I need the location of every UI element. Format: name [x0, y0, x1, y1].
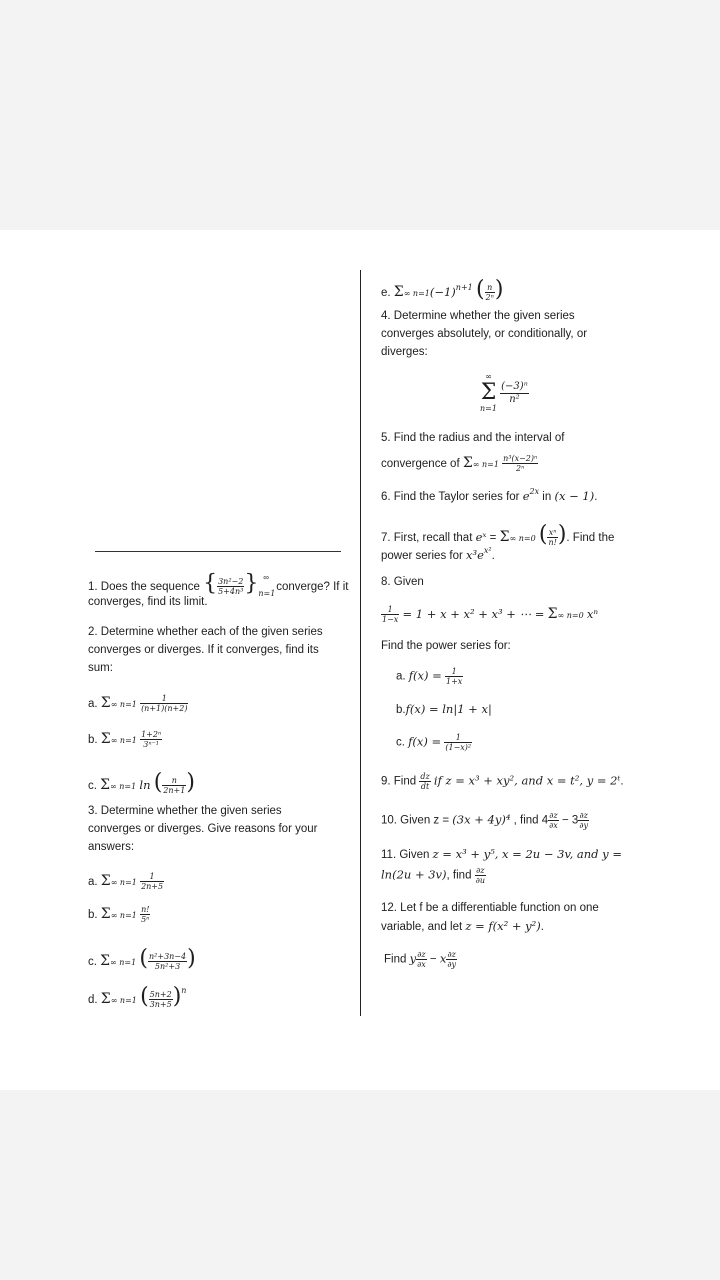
- q3-line1: 3. Determine whether the given series: [88, 805, 282, 817]
- q4-line1: 4. Determine whether the given series: [381, 310, 575, 322]
- q8-label: 8. Given: [381, 576, 424, 588]
- q7-line1: 7. First, recall that eˣ = Σ∞ n=0 ( $\frac{\text{xⁿ}}{n!}$ ). Find the: [381, 522, 615, 548]
- q8-b: b.f(x) = ln|1 + x|: [396, 702, 492, 716]
- q3-a: a. Σ∞ n=1 $\frac{1}{2n+5}$: [88, 872, 164, 892]
- bottom-margin: [0, 1090, 720, 1280]
- q12-line3: Find y $\frac{\partial z}{\partial x}$ − x $\frac{\partial z}{\partial y}$: [384, 950, 456, 969]
- q4-expr: ∞ Σ n=1 $\frac{\text{(−3)ⁿ}}{\text{n²}}$: [480, 372, 528, 414]
- q11-line2: ln(2u + 3v), find $\frac{\partial z}{\partial u}$: [381, 866, 485, 885]
- q2-a: a. Σ∞ n=1 $\frac{1}{(n+1)(n+2)}$: [88, 694, 188, 714]
- q8-a: a. f(x) = $\frac{1}{1+x}$: [396, 667, 463, 686]
- q5-line1: 5. Find the radius and the interval of: [381, 432, 565, 444]
- q2-line3: sum:: [88, 662, 113, 674]
- q2-line1: 2. Determine whether each of the given series: [88, 626, 323, 638]
- q11-line1: 11. Given z = x³ + y⁵, x = 2u − 3v, and y =: [381, 847, 622, 861]
- q2-line2: converges or diverges. If it converges, find its: [88, 644, 319, 656]
- column-divider: [360, 270, 361, 1016]
- q3-c: c. Σ∞ n=1 ( $\frac{\text{n²+3n−4}}{\text{5n²+3}}$ ): [88, 946, 196, 972]
- q4-line2: converges absolutely, or conditionally, or: [381, 328, 588, 340]
- q1-line2: converges, find its limit.: [88, 596, 208, 608]
- q2-b: b. Σ∞ n=1 $\frac{\text{1+2ⁿ}}{\text{3ⁿ⁻¹}}$: [88, 730, 162, 750]
- q8-c: c. f(x) = $\frac{1}{\text{(1−x)²}}$: [396, 733, 472, 752]
- q3-line2: converges or diverges. Give reasons for your: [88, 823, 318, 835]
- q7-line2: power series for $x^3e^{x^2}$.: [381, 546, 495, 562]
- q12-line1: 12. Let f be a differentiable function on one: [381, 902, 599, 914]
- q9: 9. Find $\frac{dz}{dt}$ if z = x³ + xy², and x = t², y = 2ᵗ.: [381, 772, 624, 791]
- q3-b: b. Σ∞ n=1 $\frac{n!}{\text{5ⁿ}}$: [88, 905, 150, 925]
- q3-d: d. Σ∞ n=1 ( $\frac{5n+2}{3n+5}$ )$^n$: [88, 984, 187, 1010]
- q3-e: e. Σ∞ $n=1(-1)^{n+1}$ ( $\frac{n}{\text{2ⁿ}}$ ): [381, 277, 504, 303]
- q5-line2: convergence of Σ∞ n=1 $\frac{\text{n³(x−2)ⁿ}}{\text{2ⁿ}}$: [381, 454, 538, 474]
- q3-line3: answers:: [88, 841, 135, 853]
- section-divider: [95, 551, 341, 552]
- q8-find: Find the power series for:: [381, 640, 511, 652]
- q2-c: c. Σ∞ n=1 ln ( $\frac{n}{2n+1}$ ): [88, 770, 195, 796]
- q8-expr: $\frac{1}{1-x}$ = 1 + x + x² + x³ + ⋯ = Σ∞ n=0 xⁿ: [382, 605, 599, 625]
- top-margin: [0, 0, 720, 230]
- q6: 6. Find the Taylor series for $e^{2x}$ in (x − 1).: [381, 487, 598, 503]
- q1-line1: 1. Does the sequence { $\frac{\text{3n²−2}}{\text{5+4n³}}$ }$_{n=1}^\infty$ converge? If it: [88, 571, 349, 598]
- q10: 10. Given z = (3x + 4y)⁴ , find 4 $\frac{\partial z}{\partial x}$ − 3 $\frac{\partial z}{\partial y}$: [381, 811, 588, 830]
- q12-line2: variable, and let z = f(x² + y²).: [381, 919, 544, 933]
- q4-line3: diverges:: [381, 346, 428, 358]
